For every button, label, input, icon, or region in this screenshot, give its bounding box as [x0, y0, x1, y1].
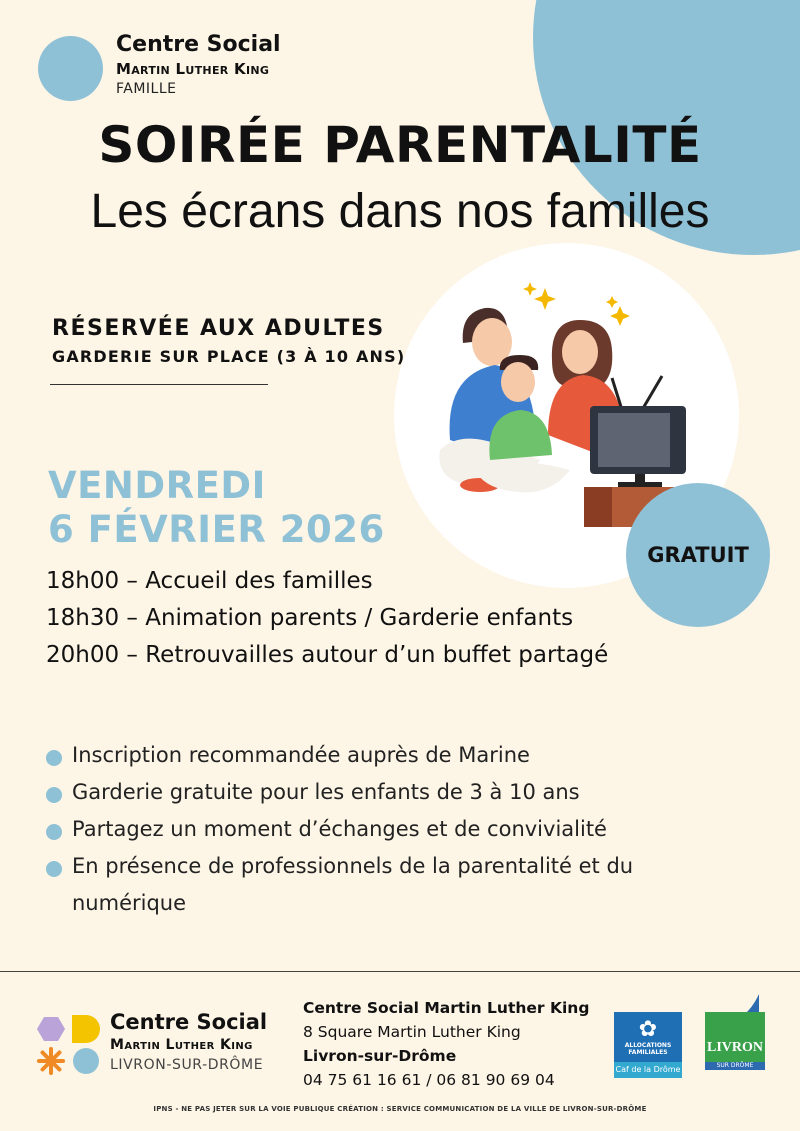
bullet-icon	[46, 824, 62, 840]
event-day: VENDREDI	[48, 464, 266, 507]
audience-notice	[52, 316, 405, 366]
livron-name: LIVRON	[706, 1040, 763, 1055]
legal-notice: IPNS - NE PAS JETER SUR LA VOIE PUBLIQUE CRÉATION : SERVICE COMMUNICATION DE LA VILLE DE LIVRON-SUR-DRÔME	[153, 1105, 647, 1113]
livron-logo	[705, 992, 765, 1078]
org-subname: Martin Luther King	[116, 60, 270, 78]
event-date	[48, 464, 385, 552]
free-badge-label: GRATUIT	[647, 543, 749, 567]
footer-org-line3: LIVRON-SUR-DRÔME	[110, 1057, 264, 1073]
info-list	[46, 737, 686, 922]
sparkle-icon	[523, 282, 630, 326]
page-title: SOIRÉE PARENTALITÉ	[98, 116, 702, 174]
organization-header	[116, 32, 281, 98]
caf-flower-icon: ✿	[638, 1017, 658, 1042]
schedule-item: 20h00 – Retrouvailles autour d’un buffet partagé	[46, 642, 609, 668]
livron-sub: SUR DRÔME	[705, 1062, 765, 1070]
footer-org-line1: Centre Social	[110, 1010, 268, 1034]
schedule-item: 18h30 – Animation parents / Garderie enfants	[46, 605, 574, 631]
info-item	[46, 811, 686, 848]
schedule	[46, 563, 608, 674]
info-item	[46, 774, 686, 811]
caf-text: ALLOCATIONS	[624, 1042, 672, 1049]
footer-divider	[0, 971, 800, 972]
contact-name: Centre Social Martin Luther King	[303, 999, 590, 1017]
schedule-item: 18h00 – Accueil des familles	[46, 568, 373, 594]
adults-only-label: RÉSERVÉE AUX ADULTES	[52, 316, 385, 341]
page-subtitle: Les écrans dans nos familles	[90, 185, 710, 238]
footer-org-line2: Martin Luther King	[110, 1037, 253, 1053]
org-name: Centre Social	[116, 32, 281, 57]
contact-phones: 04 75 61 16 61 / 06 81 90 69 04	[303, 1071, 555, 1089]
event-full-date: 6 FÉVRIER 2026	[48, 508, 385, 551]
bullet-icon	[46, 750, 62, 766]
info-item	[46, 737, 686, 774]
caf-label: Caf de la Drôme	[614, 1062, 682, 1078]
footer-org-name	[110, 1010, 267, 1075]
divider	[50, 384, 268, 385]
free-badge	[626, 483, 770, 627]
logo-circle-icon	[38, 36, 103, 101]
info-item	[46, 848, 686, 922]
info-text: En présence de professionnels de la parentalité et du numérique	[72, 854, 634, 915]
info-text: Partagez un moment d’échanges et de convivialité	[72, 817, 607, 841]
bullet-icon	[46, 787, 62, 803]
family-watching-tv-illustration	[430, 270, 700, 530]
org-department: FAMILLE	[116, 81, 177, 97]
info-text: Inscription recommandée auprès de Marine	[72, 743, 530, 767]
caf-text: FAMILIALES	[628, 1049, 668, 1056]
childcare-label: GARDERIE SUR PLACE (3 À 10 ANS)	[52, 347, 406, 366]
contact-block	[303, 996, 589, 1092]
bullet-icon	[46, 861, 62, 877]
info-text: Garderie gratuite pour les enfants de 3 à 10 ans	[72, 780, 580, 804]
caf-logo	[614, 1012, 682, 1078]
centre-social-logo-icon	[36, 1013, 100, 1077]
contact-street: 8 Square Martin Luther King	[303, 1023, 521, 1041]
contact-city: Livron-sur-Drôme	[303, 1047, 457, 1065]
